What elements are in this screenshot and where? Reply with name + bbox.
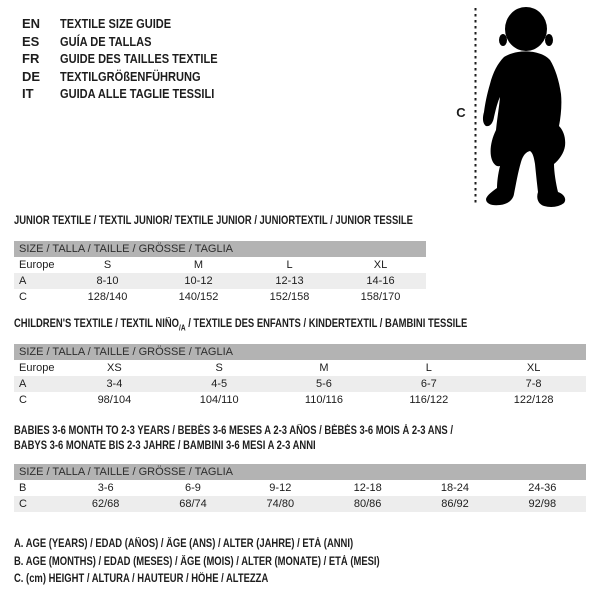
section-title-line1: BABIES 3-6 MONTH TO 2-3 YEARS / BEBÉS 3-6 MESES A 2-3 AÑOS / BÉBÉS 3-6 MOIS À 2-3 ANS / [14,425,453,437]
row-label: C [19,498,27,510]
size-cell: M [193,259,204,271]
language-code: IT [22,86,34,102]
size-cell: 86/92 [441,498,469,510]
table-row [14,289,426,305]
size-cell: S [215,362,223,374]
size-cell: L [425,362,432,374]
size-cell: 140/152 [178,291,219,303]
size-header-label: SIZE / TALLA / TAILLE / GRÖSSE / TAGLIA [19,346,233,358]
size-cell: 98/104 [97,394,132,406]
row-label: B [19,482,27,494]
size-header-bar [14,344,586,360]
language-code: FR [22,51,40,67]
size-cell: 3-4 [106,378,123,390]
footnotes-block [14,536,460,589]
babies-size-table [14,480,586,512]
footnote-age-months: B. AGE (MONTHS) / EDAD (MESES) / ÂGE (MOIS) / ALTER (MONATE) / ETÀ (MESI) [14,555,380,568]
size-cell: 74/80 [266,498,295,510]
table-row [14,360,586,376]
size-cell: L [286,259,293,271]
size-cell: 6-9 [185,482,201,494]
size-cell: 5-6 [316,378,332,390]
size-cell: 110/116 [304,394,344,406]
size-cell: 116/122 [409,394,449,406]
size-cell: 6-7 [420,378,437,390]
size-cell: 18-24 [440,482,470,494]
size-cell: 152/158 [269,291,310,303]
row-label: C [19,394,27,406]
title-part: CHILDREN'S TEXTILE / TEXTIL NIÑO [14,318,180,330]
size-cell: 10-12 [184,275,213,287]
table-row [14,392,586,408]
row-label: A [19,275,27,287]
size-cell: 92/98 [528,498,557,510]
size-cell: 9-12 [269,482,292,494]
footnote-age-years: A. AGE (YEARS) / EDAD (AÑOS) / ÂGE (ANS) / ALTER (JAHRE) / ETÀ (ANNI) [14,538,354,550]
size-cell: 8-10 [96,275,119,287]
size-cell: XL [373,259,388,271]
size-cell: 24-36 [528,482,557,494]
section-title-text: JUNIOR TEXTILE / TEXTIL JUNIOR/ TEXTILE JUNIOR / JUNIORTEXTIL / JUNIOR TESSILE [14,215,413,227]
size-cell: 80/86 [353,498,382,510]
row-label: C [19,291,27,303]
size-header-bar [14,464,586,480]
size-cell: 14-16 [366,275,395,287]
size-cell: XS [107,362,122,374]
language-code: DE [22,68,41,84]
babies-section-title [14,424,549,454]
guide-title: GUÍA DE TALLAS [60,33,152,49]
size-cell: 158/170 [360,291,401,303]
language-code: EN [22,16,41,32]
section-title-line2: BABYS 3-6 MONATE BIS 2-3 JAHRE / BAMBINI 3-6 MESI A 2-3 ANNI [14,440,316,452]
title-subscript: /A [179,323,186,333]
size-cell: 104/110 [199,394,239,406]
list-item [22,50,245,68]
size-cell: 7-8 [525,378,542,390]
row-label: A [19,378,27,390]
children-section-title [14,318,567,332]
language-code: ES [22,33,40,49]
height-measure-label: C [456,105,466,120]
size-cell: 4-5 [211,378,228,390]
size-header-label: SIZE / TALLA / TAILLE / GRÖSSE / TAGLIA [19,243,233,255]
table-row [14,480,586,496]
size-header-bar [14,241,426,257]
language-title-list [22,15,245,103]
size-cell: 62/68 [91,498,120,510]
toddler-silhouette-icon [440,0,600,220]
list-item [22,85,245,103]
guide-title: TEXTILGRÖßENFÜHRUNG [60,68,201,84]
size-cell: 3-6 [97,482,114,494]
children-size-table [14,360,586,408]
toddler-silhouette-figure [440,0,600,220]
list-item [22,68,245,86]
title-part: / TEXTILE DES ENFANTS / KINDERTEXTIL / BAMBINI TESSILE [185,318,468,330]
junior-section-title [14,215,500,227]
size-cell: S [103,259,112,271]
guide-title: GUIDA ALLE TAGLIE TESSILI [60,86,215,102]
section-title-text [14,318,467,332]
guide-title: TEXTILE SIZE GUIDE [60,16,172,32]
table-row [14,496,586,512]
baby-body-shape [483,7,565,207]
list-item [22,15,245,33]
row-label: Europe [19,362,55,374]
size-cell: 12-18 [353,482,382,494]
row-label: Europe [19,259,55,271]
table-row [14,273,426,289]
guide-title: GUIDE DES TAILLES TEXTILE [60,51,218,67]
size-cell: M [319,362,329,374]
size-header-label: SIZE / TALLA / TAILLE / GRÖSSE / TAGLIA [19,466,233,478]
table-row [14,257,426,273]
size-cell: 122/128 [513,394,554,406]
size-cell: 12-13 [275,275,304,287]
junior-size-table [14,257,426,305]
size-cell: XL [526,362,541,374]
footnote-height-cm: C. (cm) HEIGHT / ALTURA / HAUTEUR / HÖHE / ALTEZZA [14,573,269,585]
list-item [22,33,245,51]
size-cell: 128/140 [87,291,128,303]
table-row [14,376,586,392]
size-cell: 68/74 [179,498,207,510]
